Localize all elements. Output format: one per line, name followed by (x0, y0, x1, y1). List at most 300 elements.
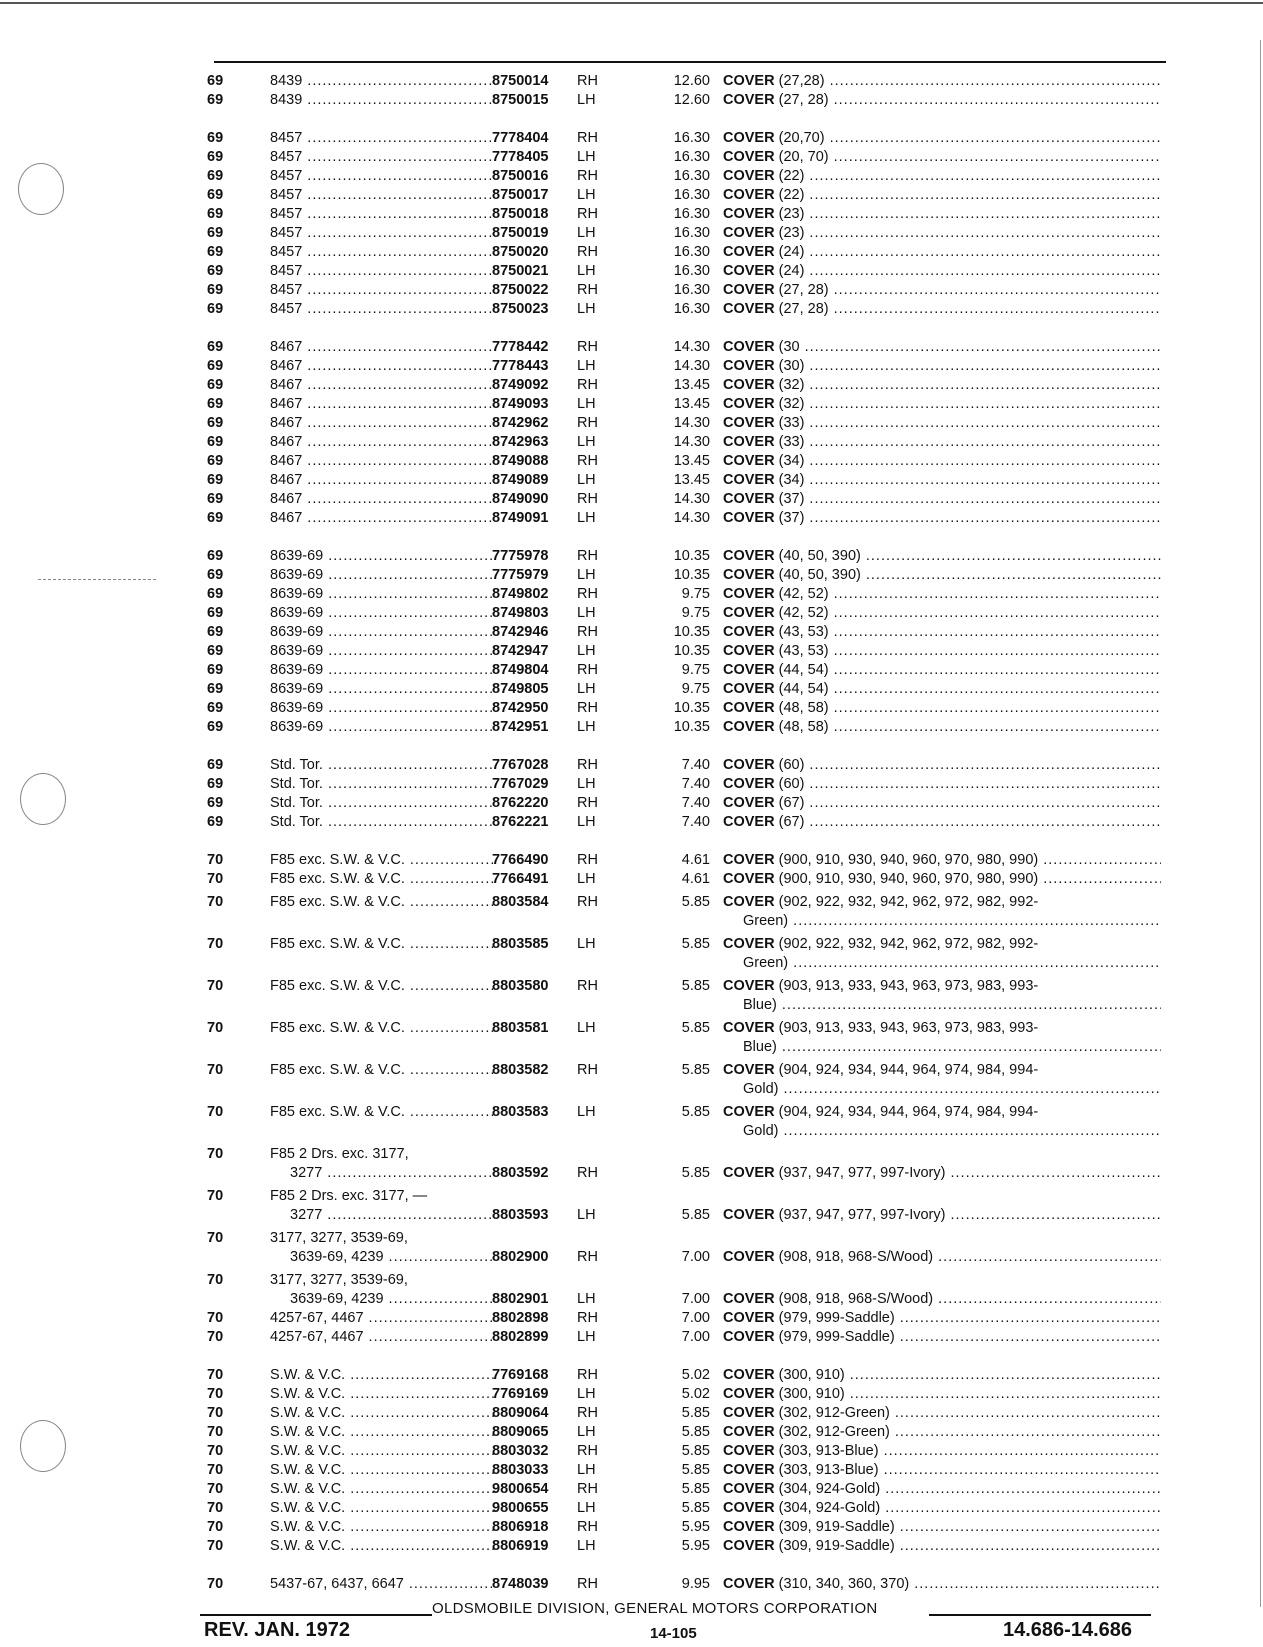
description (723, 281, 1161, 300)
side: LH (577, 149, 596, 165)
description (723, 338, 1161, 357)
side: LH (577, 567, 596, 583)
model-year: 70 (207, 1146, 224, 1162)
description-detail: (22) (778, 168, 805, 184)
side: LH (577, 225, 596, 241)
side: LH (577, 643, 596, 659)
price: 7.40 (681, 757, 710, 773)
part-number: 8803582 (492, 1062, 549, 1078)
description-detail: (42, 52) (778, 586, 829, 602)
description-detail: (937, 947, 977, 997-Ivory) (778, 1207, 946, 1223)
part-row (0, 1187, 1263, 1225)
description-word: COVER (723, 852, 775, 868)
part-number: 8803592 (492, 1165, 549, 1181)
side: RH (577, 1443, 598, 1459)
description (723, 1309, 1161, 1328)
side: RH (577, 339, 598, 355)
description (723, 1537, 1161, 1556)
model-year: 70 (207, 871, 224, 887)
price: 14.30 (673, 491, 710, 507)
side: RH (577, 1249, 598, 1265)
description (723, 205, 1161, 224)
description-detail: (309, 919-Saddle) (778, 1519, 895, 1535)
price: 4.61 (681, 871, 710, 887)
group-spacer (0, 737, 1263, 756)
model-year: 69 (207, 624, 224, 640)
side: RH (577, 795, 598, 811)
model-year: 70 (207, 1020, 224, 1036)
model: F85 exc. S.W. & V.C. ..... (270, 935, 494, 954)
footer-rule-left (200, 1614, 432, 1616)
model-year: 70 (207, 1405, 224, 1421)
side: RH (577, 894, 598, 910)
part-row (0, 452, 1263, 471)
part-number: 8750020 (492, 244, 549, 260)
part-number: 8762220 (492, 795, 549, 811)
model-year: 70 (207, 1104, 224, 1120)
description-detail: (24) (778, 263, 805, 279)
description (723, 357, 1161, 376)
model: S.W. & V.C. ..... (270, 1480, 494, 1499)
description-word: COVER (723, 168, 775, 184)
model: 4257-67, 4467 ..... (270, 1309, 494, 1328)
price: 7.00 (681, 1310, 710, 1326)
description-detail: (34) (778, 472, 805, 488)
description (723, 813, 1161, 832)
part-row (0, 205, 1263, 224)
part-number: 8750016 (492, 168, 549, 184)
description-word: COVER (723, 73, 775, 89)
side: RH (577, 1367, 598, 1383)
description-detail: (33) (778, 434, 805, 450)
part-number: 8803581 (492, 1020, 549, 1036)
model: S.W. & V.C. ..... (270, 1537, 494, 1556)
price: 5.85 (681, 1500, 710, 1516)
description-continuation: Gold) ..... (743, 1122, 1161, 1141)
price: 13.45 (673, 472, 710, 488)
model: 8467 ..... (270, 338, 494, 357)
model-year: 70 (207, 1462, 224, 1478)
part-number: 7778442 (492, 339, 549, 355)
price: 16.30 (673, 282, 710, 298)
description-word: COVER (723, 149, 775, 165)
model-year: 69 (207, 73, 224, 89)
description-detail: (303, 913-Blue) (778, 1443, 879, 1459)
model-year: 69 (207, 814, 224, 830)
model: S.W. & V.C. ..... (270, 1366, 494, 1385)
part-row (0, 338, 1263, 357)
model-line-2: 3639-69, 4239 ..... (290, 1290, 494, 1309)
description-detail: (40, 50, 390) (778, 567, 861, 583)
price: 16.30 (673, 301, 710, 317)
price: 7.40 (681, 814, 710, 830)
description-detail: (27, 28) (778, 92, 829, 108)
description-detail: (33) (778, 415, 805, 431)
model-year: 70 (207, 1424, 224, 1440)
description-word: COVER (723, 510, 775, 526)
description-word: COVER (723, 978, 775, 994)
side: RH (577, 1062, 598, 1078)
description (723, 376, 1161, 395)
model: S.W. & V.C. ..... (270, 1385, 494, 1404)
model: 8639-69 ..... (270, 661, 494, 680)
description-detail: (22) (778, 187, 805, 203)
model: 8457 ..... (270, 262, 494, 281)
description (723, 300, 1161, 319)
part-number: 8742963 (492, 434, 549, 450)
model-year: 70 (207, 1272, 224, 1288)
model: Std. Tor. ..... (270, 775, 494, 794)
description (723, 1290, 1161, 1309)
description (723, 1328, 1161, 1347)
part-row (0, 243, 1263, 262)
description-word: COVER (723, 567, 775, 583)
description-detail: (310, 340, 360, 370) (778, 1576, 910, 1592)
side: RH (577, 548, 598, 564)
part-row (0, 395, 1263, 414)
part-row (0, 1423, 1263, 1442)
part-number: 7775979 (492, 567, 549, 583)
part-number: 7767029 (492, 776, 549, 792)
description-word: COVER (723, 472, 775, 488)
description-word: COVER (723, 776, 775, 792)
description (723, 1404, 1161, 1423)
description-detail: (32) (778, 396, 805, 412)
part-row (0, 642, 1263, 661)
model: 8457 ..... (270, 224, 494, 243)
part-number: 8749090 (492, 491, 549, 507)
price: 16.30 (673, 206, 710, 222)
description (723, 756, 1161, 775)
model-year: 69 (207, 206, 224, 222)
model: 8457 ..... (270, 281, 494, 300)
model-year: 70 (207, 1443, 224, 1459)
model-year: 70 (207, 1367, 224, 1383)
part-number: 7766490 (492, 852, 549, 868)
description-detail: (908, 918, 968-S/Wood) (778, 1291, 934, 1307)
side: RH (577, 1165, 598, 1181)
price: 5.02 (681, 1367, 710, 1383)
price: 16.30 (673, 168, 710, 184)
description-detail: (37) (778, 510, 805, 526)
part-number: 8806918 (492, 1519, 549, 1535)
part-number: 8750023 (492, 301, 549, 317)
description-word: COVER (723, 92, 775, 108)
part-number: 8750022 (492, 282, 549, 298)
description-detail: (42, 52) (778, 605, 829, 621)
side: LH (577, 1538, 596, 1554)
description-detail: (48, 58) (778, 719, 829, 735)
description (723, 1248, 1161, 1267)
description-detail: (902, 922, 932, 942, 962, 972, 982, 992- (778, 936, 1039, 952)
description (723, 186, 1161, 205)
price: 9.75 (681, 586, 710, 602)
description (723, 547, 1161, 566)
price: 16.30 (673, 225, 710, 241)
description-detail: (34) (778, 453, 805, 469)
side: RH (577, 1519, 598, 1535)
side: LH (577, 1500, 596, 1516)
description-word: COVER (723, 282, 775, 298)
part-row (0, 547, 1263, 566)
description-detail: (903, 913, 933, 943, 963, 973, 983, 993- (778, 978, 1039, 994)
side: LH (577, 187, 596, 203)
description (723, 870, 1161, 889)
side: LH (577, 681, 596, 697)
model-year: 69 (207, 719, 224, 735)
side: LH (577, 1291, 596, 1307)
part-row (0, 357, 1263, 376)
model-line-1: F85 2 Drs. exc. 3177, — (270, 1188, 428, 1204)
description-word: COVER (723, 1329, 775, 1345)
part-number: 8749088 (492, 453, 549, 469)
description-word: COVER (723, 548, 775, 564)
description (723, 977, 1161, 996)
header-rule (214, 61, 1166, 63)
model-line-1: 3177, 3277, 3539-69, (270, 1272, 408, 1288)
part-row (0, 1385, 1263, 1404)
description-detail: (303, 913-Blue) (778, 1462, 879, 1478)
part-number: 8750017 (492, 187, 549, 203)
side: LH (577, 263, 596, 279)
description-word: COVER (723, 377, 775, 393)
description-detail: (67) (778, 795, 805, 811)
model: F85 exc. S.W. & V.C. ..... (270, 870, 494, 889)
description-word: COVER (723, 130, 775, 146)
part-row (0, 148, 1263, 167)
price: 13.45 (673, 377, 710, 393)
model-year: 70 (207, 1310, 224, 1326)
model: 8639-69 ..... (270, 604, 494, 623)
part-row (0, 935, 1263, 973)
model: Std. Tor. ..... (270, 794, 494, 813)
description-word: COVER (723, 453, 775, 469)
model-year: 69 (207, 757, 224, 773)
description-detail: (902, 922, 932, 942, 962, 972, 982, 992- (778, 894, 1039, 910)
part-number: 8749803 (492, 605, 549, 621)
description (723, 718, 1161, 737)
model: 8457 ..... (270, 186, 494, 205)
description-word: COVER (723, 1165, 775, 1181)
side: LH (577, 510, 596, 526)
description (723, 490, 1161, 509)
description-detail: (40, 50, 390) (778, 548, 861, 564)
part-row (0, 775, 1263, 794)
price: 9.75 (681, 662, 710, 678)
description-word: COVER (723, 1062, 775, 1078)
description (723, 167, 1161, 186)
model: 8467 ..... (270, 471, 494, 490)
description-word: COVER (723, 1291, 775, 1307)
price: 7.40 (681, 795, 710, 811)
model: S.W. & V.C. ..... (270, 1461, 494, 1480)
description (723, 1019, 1161, 1038)
model-line-2: 3277 ..... (290, 1206, 494, 1225)
description (723, 1499, 1161, 1518)
description (723, 604, 1161, 623)
price: 10.35 (673, 719, 710, 735)
description-detail: (903, 913, 933, 943, 963, 973, 983, 993- (778, 1020, 1039, 1036)
description (723, 433, 1161, 452)
description (723, 1061, 1161, 1080)
description-detail: (908, 918, 968-S/Wood) (778, 1249, 934, 1265)
part-number: 8802900 (492, 1249, 549, 1265)
description-word: COVER (723, 814, 775, 830)
price: 10.35 (673, 624, 710, 640)
part-number: 8806919 (492, 1538, 549, 1554)
model: 8467 ..... (270, 509, 494, 528)
part-row (0, 376, 1263, 395)
part-row (0, 1404, 1263, 1423)
description-word: COVER (723, 1367, 775, 1383)
part-row (0, 661, 1263, 680)
description-continuation: Green) ..... (743, 954, 1161, 973)
side: RH (577, 757, 598, 773)
model-year: 70 (207, 1538, 224, 1554)
part-row (0, 1328, 1263, 1347)
price: 13.45 (673, 396, 710, 412)
price: 12.60 (673, 92, 710, 108)
model-year: 69 (207, 225, 224, 241)
part-row (0, 604, 1263, 623)
description (723, 72, 1161, 91)
model: 5437-67, 6437, 6647 ..... (270, 1575, 494, 1594)
model: 8457 ..... (270, 243, 494, 262)
description-word: COVER (723, 681, 775, 697)
model-year: 69 (207, 263, 224, 279)
description-word: COVER (723, 244, 775, 260)
part-number: 7778443 (492, 358, 549, 374)
part-row (0, 813, 1263, 832)
side: LH (577, 1424, 596, 1440)
model: 8467 ..... (270, 433, 494, 452)
part-number: 7778404 (492, 130, 549, 146)
group-spacer (0, 110, 1263, 129)
description-word: COVER (723, 1020, 775, 1036)
side: RH (577, 282, 598, 298)
part-row (0, 794, 1263, 813)
model-year: 70 (207, 1481, 224, 1497)
part-number: 9800655 (492, 1500, 549, 1516)
model-year: 69 (207, 396, 224, 412)
part-row (0, 1461, 1263, 1480)
part-row (0, 1103, 1263, 1141)
description-word: COVER (723, 936, 775, 952)
description (723, 1518, 1161, 1537)
description (723, 1423, 1161, 1442)
part-row (0, 1309, 1263, 1328)
group-spacer (0, 1556, 1263, 1575)
part-row (0, 1229, 1263, 1267)
part-row (0, 1271, 1263, 1309)
part-number: 8749802 (492, 586, 549, 602)
model-year: 69 (207, 795, 224, 811)
description-detail: (27,28) (778, 73, 825, 89)
price: 16.30 (673, 187, 710, 203)
model-year: 69 (207, 681, 224, 697)
description-detail: (302, 912-Green) (778, 1405, 890, 1421)
group-spacer (0, 832, 1263, 851)
part-number: 7775978 (492, 548, 549, 564)
part-number: 8802899 (492, 1329, 549, 1345)
part-row (0, 91, 1263, 110)
description-detail: (300, 910) (778, 1367, 845, 1383)
description-word: COVER (723, 1310, 775, 1326)
description-word: COVER (723, 757, 775, 773)
price: 16.30 (673, 149, 710, 165)
description (723, 1442, 1161, 1461)
model-year: 69 (207, 168, 224, 184)
part-row (0, 566, 1263, 585)
model-year: 70 (207, 936, 224, 952)
model-year: 69 (207, 377, 224, 393)
model: 8467 ..... (270, 414, 494, 433)
description-word: COVER (723, 605, 775, 621)
part-row (0, 1499, 1263, 1518)
description (723, 224, 1161, 243)
model-year: 69 (207, 586, 224, 602)
side: LH (577, 871, 596, 887)
model-year: 70 (207, 852, 224, 868)
model: 8639-69 ..... (270, 566, 494, 585)
description-detail: (20, 70) (778, 149, 829, 165)
description-word: COVER (723, 358, 775, 374)
model-year: 69 (207, 434, 224, 450)
model-year: 69 (207, 339, 224, 355)
description (723, 1461, 1161, 1480)
side: LH (577, 1207, 596, 1223)
part-row (0, 680, 1263, 699)
description-detail: (979, 999-Saddle) (778, 1329, 895, 1345)
part-number: 8742947 (492, 643, 549, 659)
part-number: 8749804 (492, 662, 549, 678)
description-word: COVER (723, 643, 775, 659)
part-number: 7769169 (492, 1386, 549, 1402)
part-row (0, 1575, 1263, 1594)
model: 8639-69 ..... (270, 699, 494, 718)
model: 8457 ..... (270, 205, 494, 224)
part-row (0, 1537, 1263, 1556)
price: 5.85 (681, 1062, 710, 1078)
side: LH (577, 472, 596, 488)
description (723, 148, 1161, 167)
part-number: 8742946 (492, 624, 549, 640)
side: RH (577, 700, 598, 716)
description-word: COVER (723, 187, 775, 203)
description (723, 452, 1161, 471)
price: 5.85 (681, 1165, 710, 1181)
side: LH (577, 1104, 596, 1120)
description (723, 699, 1161, 718)
model: 8639-69 ..... (270, 585, 494, 604)
group-spacer (0, 1347, 1263, 1366)
side: LH (577, 358, 596, 374)
description-detail: (32) (778, 377, 805, 393)
model-year: 69 (207, 453, 224, 469)
model: 8467 ..... (270, 357, 494, 376)
part-row (0, 893, 1263, 931)
part-row (0, 72, 1263, 91)
description-detail: (20,70) (778, 130, 825, 146)
part-number: 8749093 (492, 396, 549, 412)
description-word: COVER (723, 301, 775, 317)
price: 5.85 (681, 894, 710, 910)
price: 14.30 (673, 415, 710, 431)
description (723, 1164, 1161, 1183)
model-year: 69 (207, 472, 224, 488)
description-detail: (37) (778, 491, 805, 507)
price: 5.95 (681, 1519, 710, 1535)
